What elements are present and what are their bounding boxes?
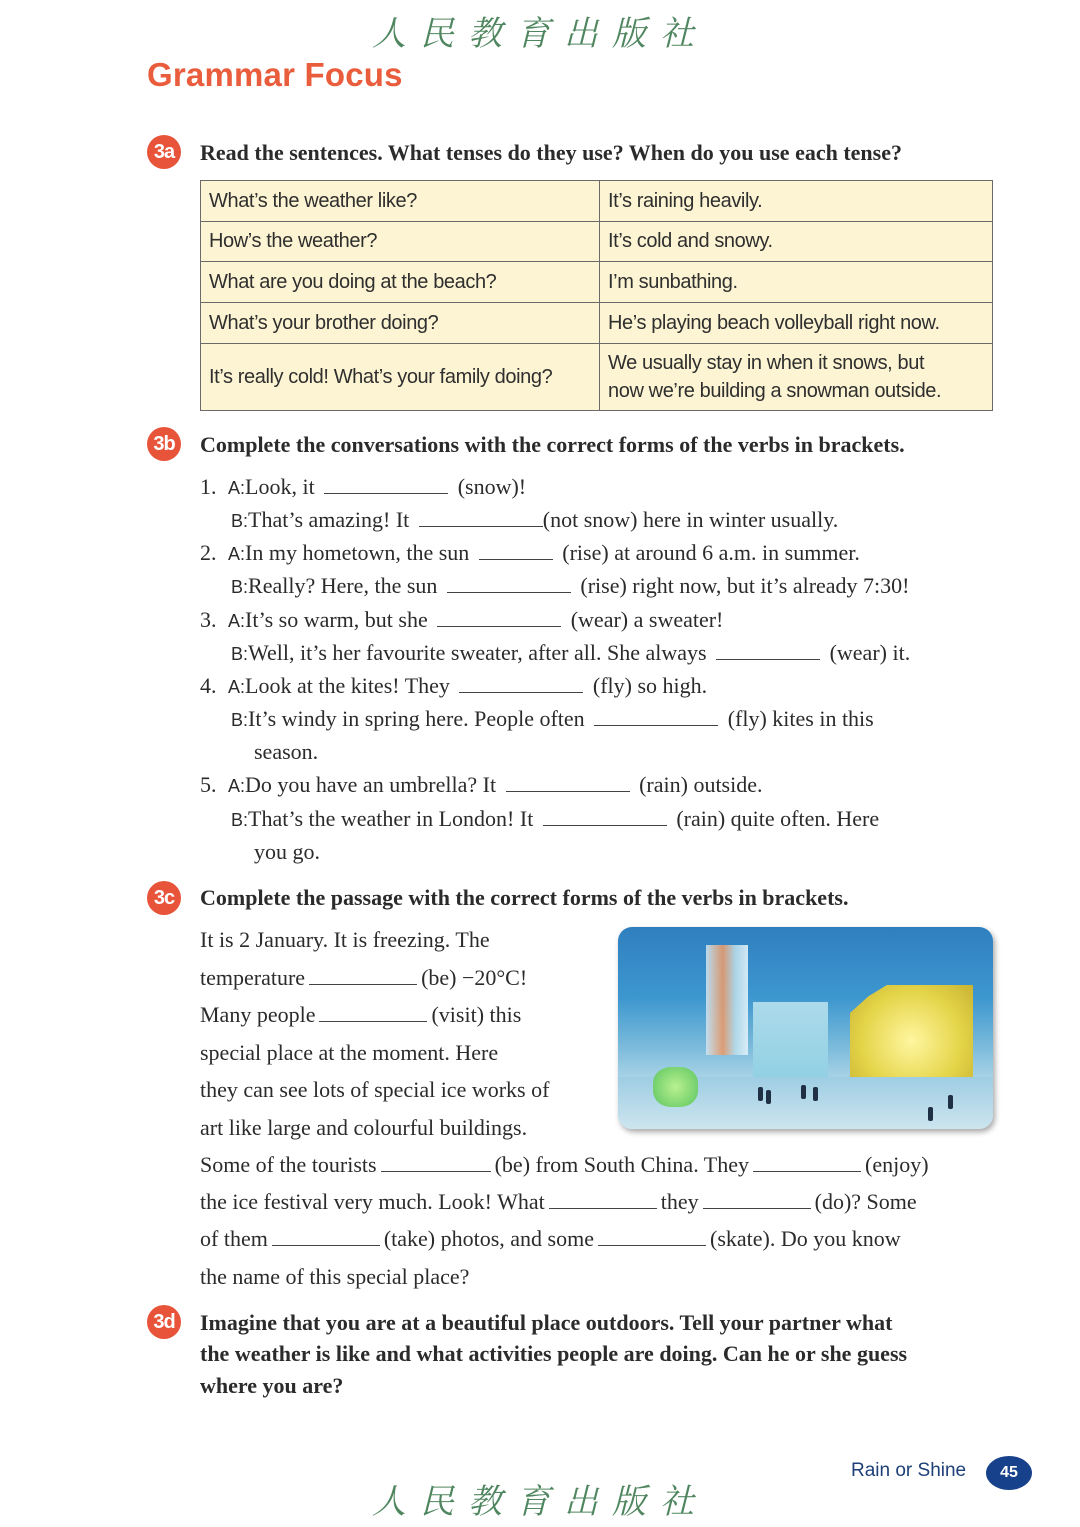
- person-figure: [766, 1090, 771, 1104]
- table-cell-answer: It’s raining heavily.: [600, 181, 993, 222]
- answer-blank[interactable]: [506, 770, 630, 792]
- line-text: Some of the tourists: [200, 1152, 377, 1177]
- exercise-line: [200, 605, 723, 636]
- line-text: (be) −20°C!: [421, 965, 528, 990]
- line-text: (wear) it.: [829, 640, 911, 665]
- person-figure: [948, 1095, 953, 1109]
- ice-castle: [753, 1002, 828, 1077]
- table-row: [201, 262, 993, 303]
- answer-blank[interactable]: [598, 1224, 706, 1246]
- passage-line: [200, 1183, 917, 1221]
- answer-blank[interactable]: [703, 1187, 811, 1209]
- answer-blank[interactable]: [594, 704, 718, 726]
- passage-line: [200, 1220, 901, 1258]
- passage-line: the name of this special place?: [200, 1264, 470, 1289]
- table-cell-answer: I’m sunbathing.: [600, 262, 993, 303]
- passage-line: art like large and colourful buildings.: [200, 1115, 528, 1140]
- line-text: (fly) so high.: [592, 673, 708, 698]
- answer-blank[interactable]: [381, 1150, 491, 1172]
- table-cell-answer: It’s cold and snowy.: [600, 222, 993, 262]
- speaker-a: A:: [228, 478, 246, 498]
- line-text: (rise) at around 6 a.m. in summer.: [562, 540, 860, 565]
- speaker-a: A:: [228, 776, 246, 796]
- line-text: It’s so warm, but she: [245, 607, 428, 632]
- line-text: Really? Here, the sun: [248, 573, 438, 598]
- line-text: (do)? Some: [814, 1189, 917, 1214]
- line-text: (snow)!: [457, 474, 527, 499]
- answer-blank[interactable]: [437, 605, 561, 627]
- page-title: Grammar Focus: [147, 56, 403, 93]
- instruction-3d-line3: where you are?: [200, 1373, 344, 1398]
- passage-line: It is 2 January. It is freezing. The: [200, 927, 490, 952]
- line-text: Do you have an umbrella? It: [245, 772, 497, 797]
- unit-title: Rain or Shine: [851, 1460, 967, 1481]
- speaker-a: A:: [228, 544, 246, 564]
- line-text: Well, it’s her favourite sweater, after all. She always: [248, 640, 707, 665]
- exercise-line: [231, 505, 838, 536]
- answer-blank[interactable]: [459, 671, 583, 693]
- exercise-line: [200, 671, 707, 702]
- table-cell-answer: He’s playing beach volleyball right now.: [600, 303, 993, 344]
- line-text: (be) from South China. They: [494, 1152, 749, 1177]
- exercise-badge-3d: 3d: [147, 1305, 181, 1339]
- line-text: (skate). Do you know: [710, 1226, 901, 1251]
- instruction-3a: Read the sentences. What tenses do they use? When do you use each tense?: [200, 140, 902, 165]
- speaker-b: B:: [231, 511, 249, 531]
- speaker-b: B:: [231, 644, 249, 664]
- answer-blank[interactable]: [543, 804, 667, 826]
- answer-blank[interactable]: [716, 638, 820, 660]
- answer-line: now we’re building a snowman outside.: [608, 380, 942, 402]
- answer-blank[interactable]: [479, 538, 553, 560]
- table-cell-question: It’s really cold! What’s your family doing?: [201, 344, 600, 411]
- answer-blank[interactable]: [319, 1000, 427, 1022]
- line-text: Many people: [200, 1002, 316, 1027]
- speaker-b: B:: [231, 710, 249, 730]
- answer-blank[interactable]: [419, 505, 543, 527]
- person-figure: [928, 1107, 933, 1121]
- answer-blank[interactable]: [549, 1187, 657, 1209]
- line-text: That’s the weather in London! It: [248, 806, 534, 831]
- answer-blank[interactable]: [753, 1150, 861, 1172]
- ice-sculpture-green: [653, 1067, 698, 1107]
- line-text: temperature: [200, 965, 306, 990]
- instruction-3c: Complete the passage with the correct forms of the verbs in brackets.: [200, 885, 849, 910]
- item-number: 2.: [200, 540, 217, 565]
- table-cell-answer: [600, 344, 993, 411]
- exercise-line: [200, 472, 526, 503]
- line-text: Look, it: [245, 474, 315, 499]
- person-figure: [801, 1085, 806, 1099]
- line-text: (fly) kites in this: [727, 706, 874, 731]
- publisher-logo-top: 人民教育出版社: [372, 14, 708, 54]
- table-cell-question: What’s the weather like?: [201, 181, 600, 222]
- exercise-line-continuation: you go.: [254, 839, 320, 864]
- line-text: (visit) this: [431, 1002, 522, 1027]
- table-row: [201, 222, 993, 262]
- line-text: (enjoy): [865, 1152, 929, 1177]
- table-cell-question: What’s your brother doing?: [201, 303, 600, 344]
- line-text: That’s amazing! It: [248, 507, 410, 532]
- line-text: of them: [200, 1226, 268, 1251]
- table-row: [201, 181, 993, 222]
- line-text: the ice festival very much. Look! What: [200, 1189, 545, 1214]
- line-text: (rise) right now, but it’s already 7:30!: [580, 573, 910, 598]
- exercise-line: [231, 571, 910, 602]
- answer-blank[interactable]: [447, 571, 571, 593]
- item-number: 1.: [200, 474, 217, 499]
- page-number: 45: [986, 1456, 1032, 1490]
- answer-blank[interactable]: [272, 1224, 380, 1246]
- passage-line: special place at the moment. Here: [200, 1040, 499, 1065]
- answer-blank[interactable]: [309, 963, 417, 985]
- line-text: (rain) outside.: [639, 772, 763, 797]
- line-text: (take) photos, and some: [383, 1226, 594, 1251]
- person-figure: [813, 1087, 818, 1101]
- line-text: they: [660, 1189, 699, 1214]
- passage-line: [200, 996, 521, 1034]
- table-cell-question: How’s the weather?: [201, 222, 600, 262]
- publisher-logo-bottom: 人民教育出版社: [372, 1482, 708, 1522]
- exercise-badge-3a: 3a: [147, 135, 181, 169]
- instruction-3d-line1: Imagine that you are at a beautiful place outdoors. Tell your partner what: [200, 1310, 893, 1335]
- ice-festival-photo: [618, 927, 993, 1129]
- answer-line: We usually stay in when it snows, but: [608, 352, 925, 374]
- table-cell-question: What are you doing at the beach?: [201, 262, 600, 303]
- passage-line: they can see lots of special ice works of: [200, 1077, 550, 1102]
- answer-blank[interactable]: [324, 472, 448, 494]
- speaker-a: A:: [228, 677, 246, 697]
- exercise-badge-3c: 3c: [147, 881, 181, 915]
- exercise-line: [231, 804, 879, 835]
- exercise-line-continuation: season.: [254, 739, 319, 764]
- ice-tower: [706, 945, 748, 1055]
- exercise-line: [231, 704, 874, 735]
- table-row: [201, 303, 993, 344]
- instruction-3b: Complete the conversations with the correct forms of the verbs in brackets.: [200, 432, 905, 457]
- item-number: 3.: [200, 607, 217, 632]
- speaker-b: B:: [231, 577, 249, 597]
- item-number: 5.: [200, 772, 217, 797]
- exercise-line: [200, 770, 763, 801]
- person-figure: [758, 1087, 763, 1101]
- line-text: Look at the kites! They: [245, 673, 450, 698]
- exercise-line: [200, 538, 860, 569]
- passage-line: [200, 959, 527, 997]
- speaker-b: B:: [231, 810, 249, 830]
- item-number: 4.: [200, 673, 217, 698]
- speaker-a: A:: [228, 611, 246, 631]
- line-text: In my hometown, the sun: [245, 540, 470, 565]
- grammar-table: [200, 180, 993, 411]
- exercise-badge-3b: 3b: [147, 427, 181, 461]
- line-text: (not snow) here in winter usually.: [542, 507, 839, 532]
- exercise-line: [231, 638, 910, 669]
- passage-line: [200, 1146, 929, 1184]
- table-row: [201, 344, 993, 411]
- line-text: It’s windy in spring here. People often: [248, 706, 585, 731]
- instruction-3d-line2: the weather is like and what activities people are doing. Can he or she guess: [200, 1341, 908, 1366]
- line-text: (wear) a sweater!: [570, 607, 724, 632]
- line-text: (rain) quite often. Here: [676, 806, 880, 831]
